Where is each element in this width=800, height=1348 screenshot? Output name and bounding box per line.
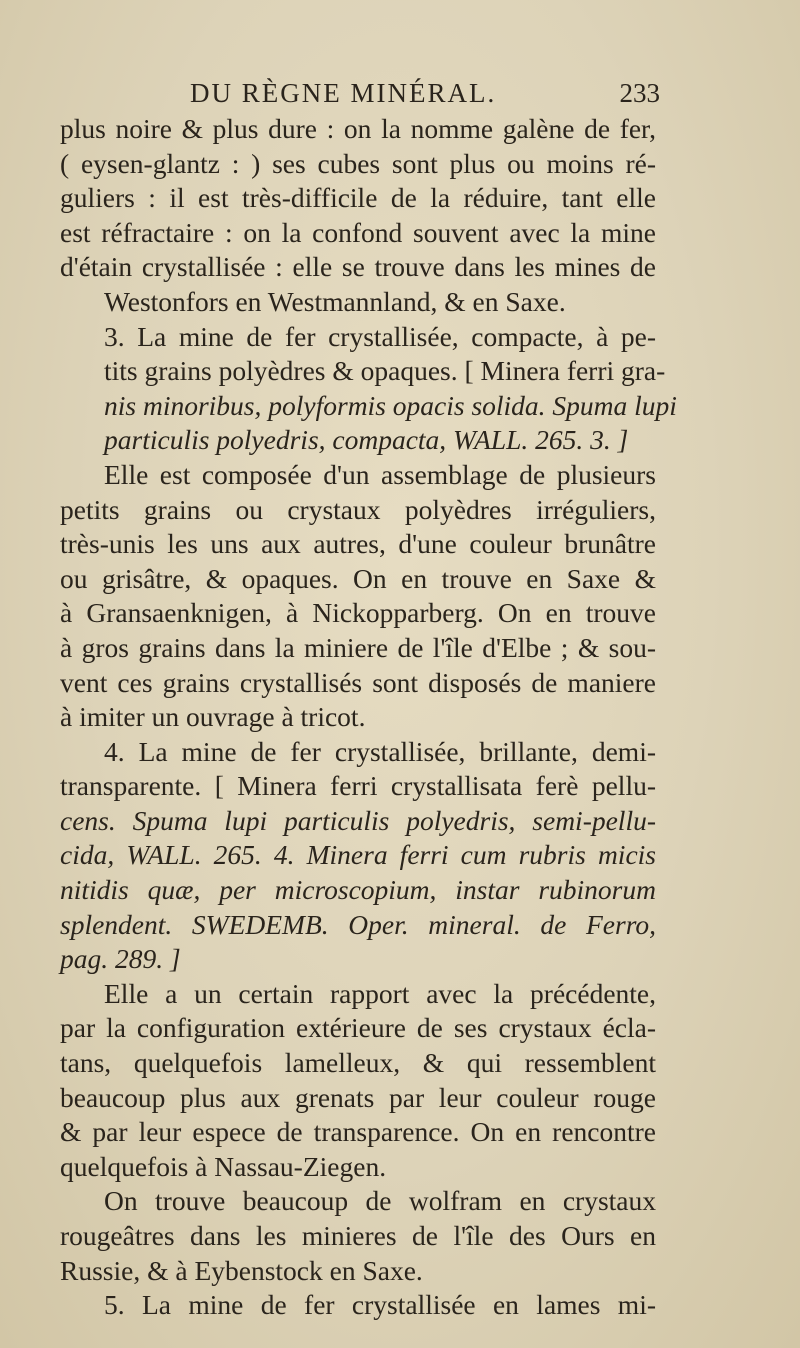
text-line: quelquefois à Nassau-Ziegen. <box>60 1150 387 1182</box>
text-line: pag. 289. ] <box>60 943 181 975</box>
text-line: Westonfors en Westmannland, & en Saxe. <box>104 285 566 317</box>
text-line: transparente. [ Minera ferri crystallisata ferè pellu- <box>60 770 656 802</box>
text-line: plus noire & plus dure : on la nomme galène de fer, <box>60 113 656 144</box>
text-line: est réfractaire : on la confond souvent avec la mine <box>60 216 656 248</box>
text-line: cida, WALL. 265. 4. Minera ferri cum rubris micis <box>60 839 656 871</box>
text-line: à gros grains dans la miniere de l'île d'Elbe ; & sou- <box>60 631 656 663</box>
text-line: d'étain crystallisée : elle se trouve dans les mines de <box>60 251 656 283</box>
text-line: particulis polyedris, compacta, WALL. 265. 3. ] <box>104 424 629 456</box>
text-line: & par leur espece de transparence. On en rencontre <box>60 1116 656 1148</box>
text-line: nis minoribus, polyformis opacis solida. Spuma lupi <box>104 389 677 421</box>
text-line: Elle a un certain rapport avec la précédente, <box>104 977 656 1009</box>
text-line: ( eysen-glantz : ) ses cubes sont plus ou moins ré- <box>60 147 656 179</box>
text-line: tans, quelquefois lamelleux, & qui ressemblent <box>60 1047 656 1079</box>
text-line: 4. La mine de fer crystallisée, brillante, demi- <box>104 735 656 767</box>
text-line: à Gransaenknigen, à Nickopparberg. On en trouve <box>60 597 656 629</box>
text-line: tits grains polyèdres & opaques. [ Minera ferri gra- <box>104 355 666 387</box>
text-line: Elle est composée d'un assemblage de plusieurs <box>104 458 656 490</box>
text-line: très-unis les uns aux autres, d'une couleur brunâtre <box>60 528 656 560</box>
text-line: petits grains ou crystaux polyèdres irréguliers, <box>60 493 656 525</box>
running-head: DU RÈGNE MINÉRAL. <box>190 78 497 108</box>
text-line: Russie, & à Eybenstock en Saxe. <box>60 1254 423 1286</box>
text-line: cens. Spuma lupi particulis polyedris, semi-pellu- <box>60 804 656 836</box>
text-line: 3. La mine de fer crystallisée, compacte, à pe- <box>104 320 656 352</box>
body-text <box>60 112 677 1323</box>
text-line: rougeâtres dans les minieres de l'île des Ours en <box>60 1220 656 1251</box>
text-line: guliers : il est très-difficile de la réduire, tant elle <box>60 182 656 214</box>
text-line: vent ces grains crystallisés sont disposés de maniere <box>60 666 656 698</box>
text-line: par la configuration extérieure de ses crystaux écla- <box>60 1012 656 1044</box>
page-number: 233 <box>619 78 660 108</box>
text-line: à imiter un ouvrage à tricot. <box>60 701 366 733</box>
text-line: ou grisâtre, & opaques. On en trouve en Saxe & <box>60 562 656 594</box>
text-line: On trouve beaucoup de wolfram en crystaux <box>104 1185 656 1217</box>
text-line: splendent. SWEDEMB. Oper. mineral. de Ferro, <box>60 908 656 940</box>
text-line: beaucoup plus aux grenats par leur couleur rouge <box>60 1081 656 1113</box>
text-line: nitidis quæ, per microscopium, instar rubinorum <box>60 874 656 906</box>
text-line: 5. La mine de fer crystallisée en lames mi- <box>104 1289 656 1321</box>
